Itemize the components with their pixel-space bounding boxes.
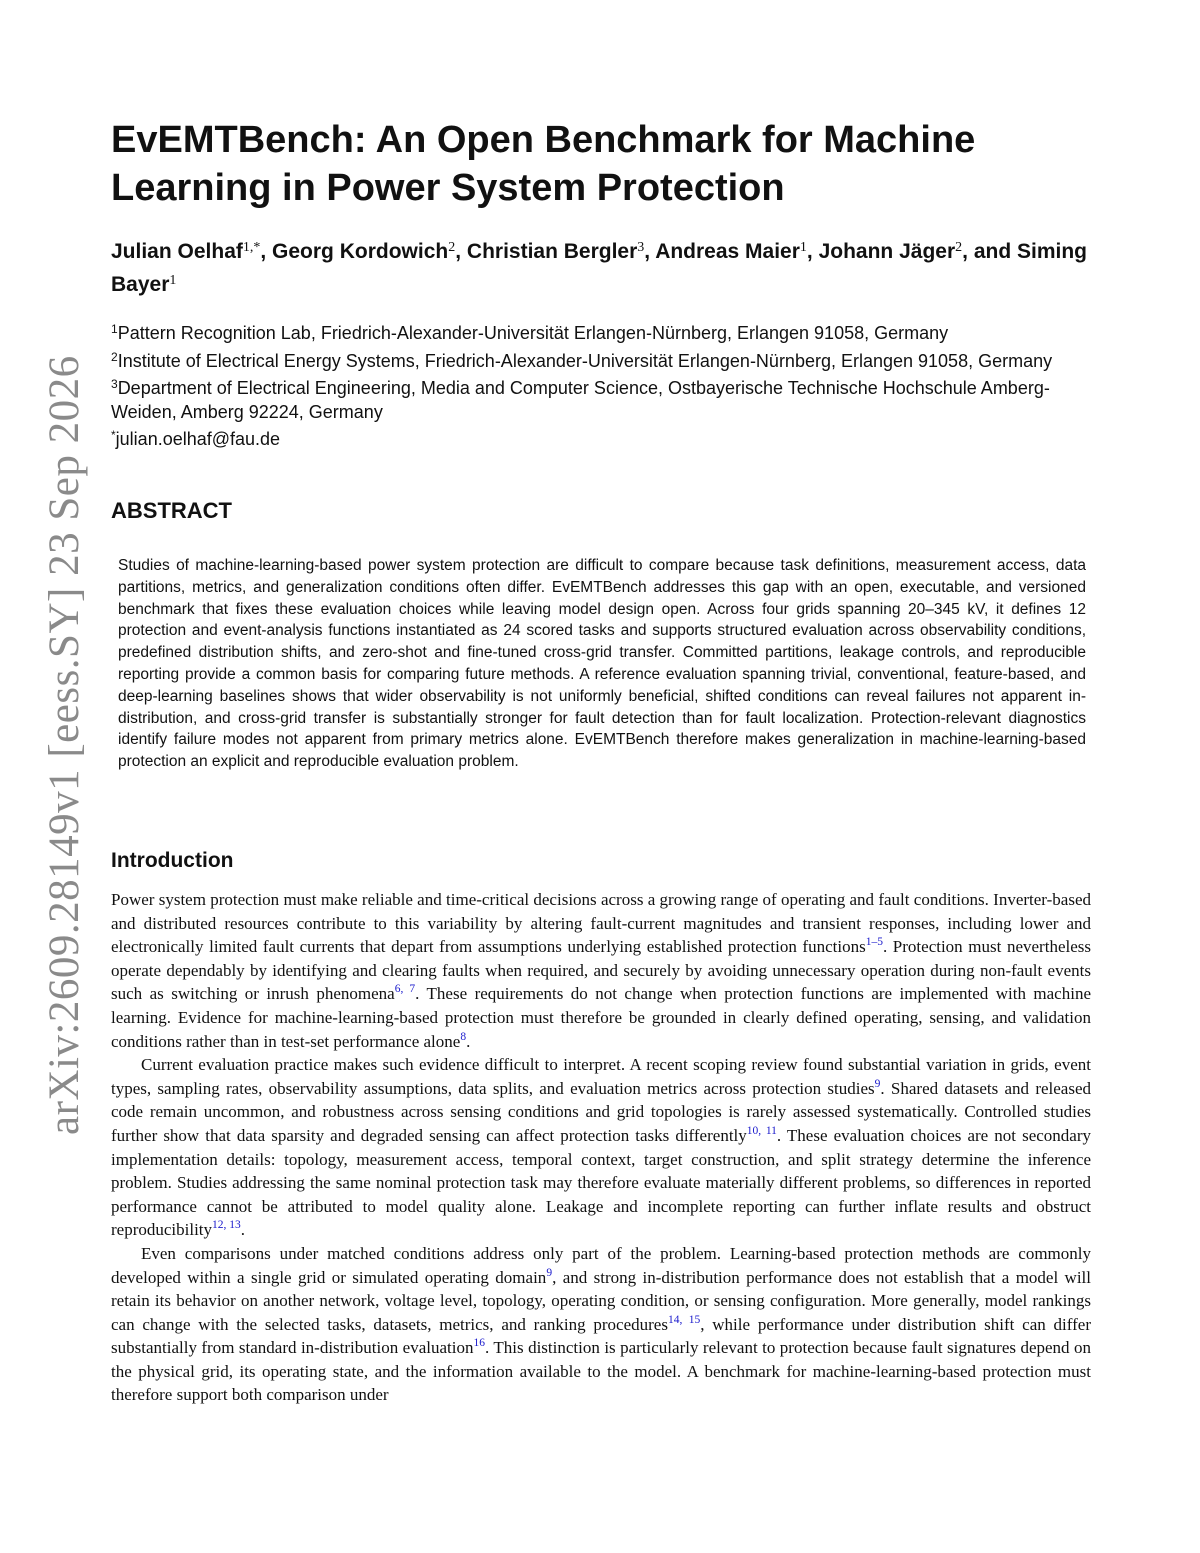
author-affiliation-marker: 2: [448, 240, 456, 255]
paragraph-text: . This distinction is particularly relevant to protection because fault signatures depend on the physical grid, its operating state, and the information available to the model. A benchmark for machine-learning-based protection must therefore support both comparison under: [111, 1338, 1091, 1405]
author-name: Johann Jäger: [818, 240, 956, 263]
citation-link[interactable]: 16: [473, 1337, 485, 1350]
affiliation-marker: *: [111, 428, 116, 442]
author-separator: ,: [644, 240, 656, 263]
citation-link[interactable]: 12, 13: [212, 1219, 241, 1232]
author-affiliation-marker: 1: [169, 273, 177, 288]
affiliation-text: Institute of Electrical Energy Systems, Friedrich-Alexander-Universität Erlangen-Nürnberg, Erlangen 91058, Germany: [117, 350, 1053, 371]
citation-link[interactable]: 10, 11: [746, 1124, 777, 1137]
affiliation: [111, 424, 1071, 452]
author-list: [111, 233, 1096, 299]
affiliation: [111, 373, 1071, 424]
affiliation: [111, 346, 1071, 374]
affiliation-text: Department of Electrical Engineering, Media and Computer Science, Ostbayerische Technische Hochschule Amberg-Weiden, Amberg 92224, Germany: [111, 378, 1050, 422]
paragraph-text: . Shared datasets and released code remain uncommon, and robustness across sensing conditions and grid topologies is rarely assessed systematically. Controlled studies further show that data sparsity and degraded sensing can affect protection tasks differently: [111, 1078, 1092, 1145]
introduction-heading: Introduction: [111, 849, 234, 872]
citation-link[interactable]: 9: [546, 1266, 553, 1279]
author-separator: ,: [962, 240, 974, 263]
abstract-heading: ABSTRACT: [111, 498, 232, 523]
intro-paragraph: [111, 1242, 1091, 1407]
author-name: Christian Bergler: [466, 240, 638, 263]
paragraph-text: Even comparisons under matched conditions address only part of the problem. Learning-based protection methods are commonly developed within a single grid or simulated operating domain: [111, 1243, 1091, 1287]
affiliation-text: julian.oelhaf@fau.de: [115, 429, 281, 449]
author-name: Georg Kordowich: [272, 240, 449, 263]
citation-link[interactable]: 14, 15: [667, 1313, 701, 1326]
paragraph-text: . These evaluation choices are not secondary implementation details: topology, measurement access, temporal context, target construction, and split strategy determine the inference problem. Studies addressing the same nominal protection task may therefore evaluate materially different problems, so differences in reported performance cannot be attributed to model quality alone. Leakage and incomplete reporting can further inflate results and obstruct reproducibility: [111, 1125, 1091, 1240]
paragraph-text: .: [240, 1220, 246, 1240]
paper-title: EvEMTBench: An Open Benchmark for Machine Learning in Power System Protection: [111, 119, 976, 209]
paragraph-text: . These requirements do not change when protection functions are implemented with machine learning. Evidence for machine-learning-based protection must therefore be grounded in clearly defined operating, sensing, and validation conditions rather than in test-set performance alone: [111, 984, 1092, 1051]
abstract-text: Studies of machine-learning-based power system protection are difficult to compare because task definitions, measurement access, data partitions, metrics, and generalization conditions often differ. EvEMTBench addresses this gap with an open, executable, and versioned benchmark that fixes these evaluation choices while leaving model design open. Across four grids spanning 20–345 kV, it defines 12 protection and event-analysis functions instantiated as 24 scored tasks and supports structured evaluation across observability conditions, predefined distribution shifts, and zero-shot and fine-tuned cross-grid transfer. Committed partitions, leakage controls, and reproducible reporting provide a common basis for comparing future methods. A reference evaluation spanning trivial, conventional, feature-based, and deep-learning baselines shows that wider observability is not uniformly beneficial, shifted conditions can reveal failures not apparent in-distribution, and cross-grid transfer is substantially stronger for fault detection than for fault localization. Protection-relevant diagnostics identify failure modes not apparent from primary metrics alone. EvEMTBench therefore makes generalization in machine-learning-based protection an explicit and reproducible evaluation problem.: [118, 557, 1086, 771]
paragraph-text: , and strong in-distribution performance does not establish that a model will retain its behavior on another network, voltage level, topology, operating condition, or sensing configuration. More generally, model rankings can change with the selected tasks, datasets, metrics, and ranking procedures: [111, 1267, 1092, 1334]
author-affiliation-marker: 1,*: [242, 240, 261, 255]
affiliation-marker: 1: [111, 322, 118, 336]
author-affiliation-marker: 2: [955, 240, 963, 255]
author-name: and Siming Bayer: [111, 240, 1087, 296]
paragraph-text: . Protection must nevertheless operate dependably by identifying and clearing faults when required, and securely by avoiding unnecessary operation during non-fault events such as switching or inrush phenomena: [111, 937, 1091, 1004]
affiliation-marker: 2: [111, 349, 118, 364]
author-name: Julian Oelhaf: [111, 240, 243, 263]
author-affiliation-marker: 1: [799, 240, 807, 255]
author-separator: ,: [806, 240, 819, 263]
intro-paragraph: [111, 1053, 1091, 1242]
paragraph-text: Current evaluation practice makes such evidence difficult to interpret. A recent scoping review found substantial variation in grids, event types, sampling rates, observability assumptions, data splits, and evaluation metrics across protection studies: [111, 1055, 1091, 1098]
arxiv-stamp: arXiv:2609.28149v1 [eess.SY] 23 Sep 2026: [41, 355, 88, 1135]
author-separator: ,: [455, 240, 467, 263]
affiliation-marker: 3: [111, 377, 118, 391]
paragraph-text: .: [466, 1031, 471, 1051]
affiliation: [111, 318, 1071, 346]
author-separator: ,: [260, 240, 273, 263]
intro-paragraph: [111, 888, 1091, 1053]
author-name: Andreas Maier: [655, 240, 800, 263]
author-affiliation-marker: 3: [637, 240, 645, 255]
citation-link[interactable]: 9: [874, 1077, 881, 1090]
introduction-body: [111, 888, 1091, 1407]
paragraph-text: Power system protection must make reliable and time-critical decisions across a growing range of operating and fault conditions. Inverter-based and distributed resources contribute to this variability by altering fault-current magnitudes and transient responses, including lower and electronically limited fault currents that depart from assumptions underlying established protection functions: [111, 890, 1091, 957]
citation-link[interactable]: 8: [460, 1030, 467, 1043]
affiliation-list: [111, 318, 1071, 452]
paragraph-text: , while performance under distribution shift can differ substantially from standard in-distribution evaluation: [111, 1314, 1092, 1358]
citation-link[interactable]: 6, 7: [394, 983, 416, 996]
citation-link[interactable]: 1–5: [865, 936, 883, 949]
affiliation-text: Pattern Recognition Lab, Friedrich-Alexander-Universität Erlangen-Nürnberg, Erlangen 91058, Germany: [117, 323, 949, 343]
